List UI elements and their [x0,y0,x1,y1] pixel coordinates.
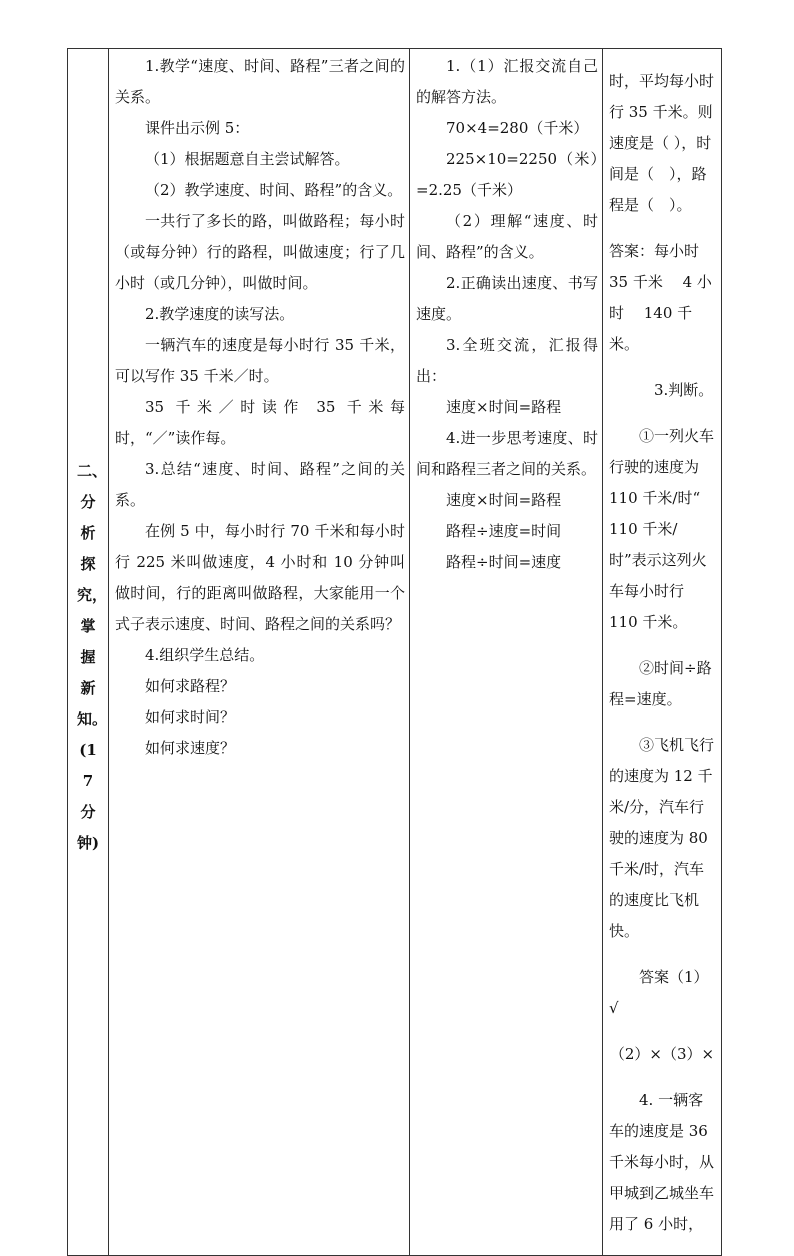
paragraph: 路程÷速度=时间 [446,522,562,540]
teacher-activity-cell [109,49,410,1256]
paragraph: 一共行了多长的路，叫做路程；每小时（或每分钟）行的路程，叫做速度；行了几小时（或几分钟），叫做时间。 [115,212,405,292]
paragraph: 225×10=2250（米）=2.25（千米） [416,150,598,199]
paragraph: 2.教学速度的读写法。 [145,305,295,323]
paragraph: 在例 5 中，每小时行 70 千米和每小时行 225 米叫做速度，4 小时和 10 分钟叫做时间，行的距离叫做路程，大家能用一个式子表示速度、时间、路程之间的关系吗？ [115,522,405,633]
paragraph: （2）×（3）× [609,1045,715,1063]
paragraph: ①一列火车行驶的速度为 110 千米/时“ 110 千米/时”表示这列火车每小时行 110 千米。 [609,427,715,631]
paragraph: 速度×时间=路程 [446,491,562,509]
paragraph: 答案：每小时 35 千米 4 小时 140 千米。 [609,242,712,353]
paragraph: 速度×时间=路程 [446,398,562,416]
paragraph: 一辆汽车的速度是每小时行 35 千米，可以写作 35 千米／时。 [115,336,405,385]
teacher-activity-text [109,49,409,764]
paragraph: 3.判断。 [654,381,714,399]
paragraph: 1.教学“速度、时间、路程”三者之间的关系。 [115,57,405,106]
paragraph: 如何求时间？ [145,708,236,726]
paragraph: 35 千米／时读作 35 千米每时，“／”读作每。 [115,398,405,447]
paragraph: 如何求路程？ [145,677,236,695]
paragraph: 2.正确读出速度、书写速度。 [416,274,598,323]
paragraph: 70×4=280（千米） [446,119,589,137]
paragraph: 如何求速度？ [145,739,236,757]
paragraph: （1）根据题意自主尝试解答。 [145,150,350,168]
paragraph: 4.组织学生总结。 [145,646,265,664]
paragraph: ②时间÷路程=速度。 [609,659,712,708]
paragraph: 3.全班交流，汇报得出： [416,336,598,385]
section-label-cell [68,49,109,1256]
student-activity-text [410,49,602,578]
paragraph: 课件出示例 5： [145,119,250,137]
paragraph: 路程÷时间=速度 [446,553,562,571]
paragraph: 答案（1）√ [609,968,709,1017]
paragraph: 时，平均每小时行 35 千米。则速度是（ ），时间是（ ），路程是（ ）。 [609,72,715,214]
exercise-text [603,49,721,1240]
table-row [68,49,722,1256]
section-title: 二、分析探究，掌握新知。(17分钟) [77,461,108,852]
paragraph: 4. 一辆客车的速度是 36 千米每小时，从甲城到乙城坐车用了 6 小时， [609,1091,715,1233]
paragraph: ③飞机飞行的速度为 12 千米/分，汽车行驶的速度为 80 千米/时，汽车的速度比飞机快。 [609,736,715,940]
lesson-plan-table [67,48,722,1256]
paragraph: 1.（1）汇报交流自己的解答方法。 [416,57,598,106]
student-activity-cell [410,49,603,1256]
paragraph: 3.总结“速度、时间、路程”之间的关系。 [115,460,405,509]
paragraph: （2）教学速度、时间、路程”的含义。 [145,181,403,199]
exercise-cell [603,49,722,1256]
paragraph: 4.进一步思考速度、时间和路程三者之间的关系。 [416,429,598,478]
paragraph: （2）理解“速度、时间、路程”的含义。 [416,212,598,261]
